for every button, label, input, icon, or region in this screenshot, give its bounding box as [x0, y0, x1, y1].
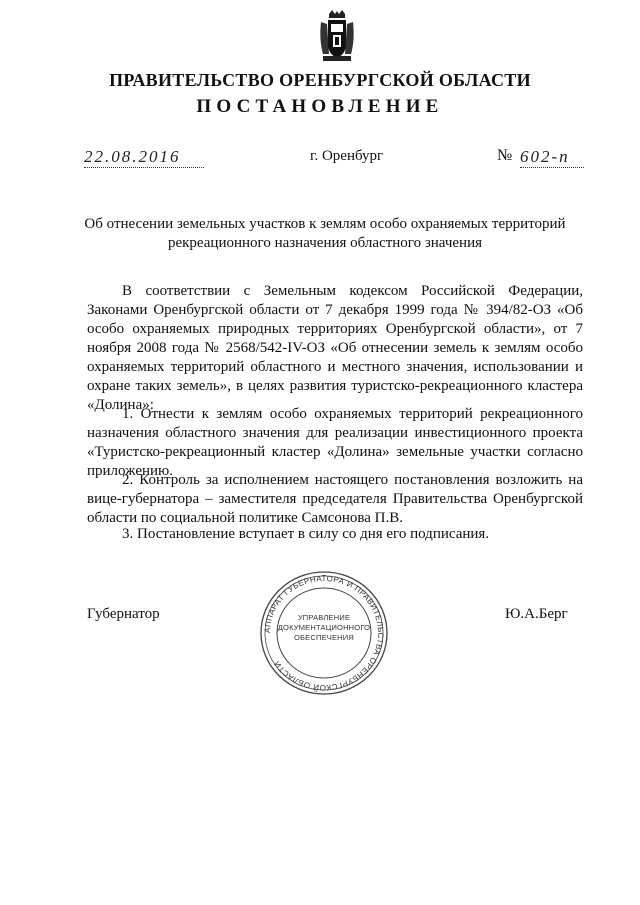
government-name: ПРАВИТЕЛЬСТВО ОРЕНБУРГСКОЙ ОБЛАСТИ [109, 70, 531, 90]
seal-center-text: УПРАВЛЕНИЕ ДОКУМЕНТАЦИОННОГО ОБЕСПЕЧЕНИЯ [277, 613, 371, 642]
document-type-title: ПОСТАНОВЛЕНИЕ [196, 96, 444, 117]
clause-1-paragraph: 1. Отнести к землям особо охраняемых территорий рекреационного назначения областного значения для реализации инвестиционного проекта «Туристско-рекреационный кластер «Долина» земельные участки согласно приложению. [87, 406, 583, 479]
clause-2-paragraph: 2. Контроль за исполнением настоящего постановления возложить на вице-губернатора – заместителя председателя Правительства Оренбургской области по социальной политике Самсонова П.В. [87, 472, 583, 526]
signer-title: Губернатор [87, 606, 160, 622]
document-date: 22.08.2016 [84, 147, 204, 168]
document-subject: Об отнесении земельных участков к землям особо охраняемых территорий рекреационного назначения областного значения [84, 216, 566, 251]
preamble-paragraph: В соответствии с Земельным кодексом Российской Федерации, Законами Оренбургской области от 7 декабря 1999 года № 394/82-ОЗ «Об особо охраняемых природных территориях Оренбургской области», от 7 ноября 2008 года № 2568/542-IV-ОЗ «Об отнесении земель к землям особо охраняемых территорий областного и местного значения, использовании и охране таких земель», в целях развития туристско-рекреационного кластера «Долина»: [87, 283, 583, 413]
signer-name: Ю.А.Берг [505, 606, 568, 622]
document-city: г. Оренбург [310, 148, 384, 164]
clause-3-paragraph: 3. Постановление вступает в силу со дня его подписания. [122, 526, 490, 542]
document-number: 602-п [520, 147, 584, 168]
coat-of-arms-icon [317, 10, 357, 64]
number-sign: № [497, 147, 513, 164]
seal-ring-text: АППАРАТ ГУБЕРНАТОРА И ПРАВИТЕЛЬСТВА ОРЕНБУРГСКОЙ ОБЛАСТИ [262, 573, 386, 693]
